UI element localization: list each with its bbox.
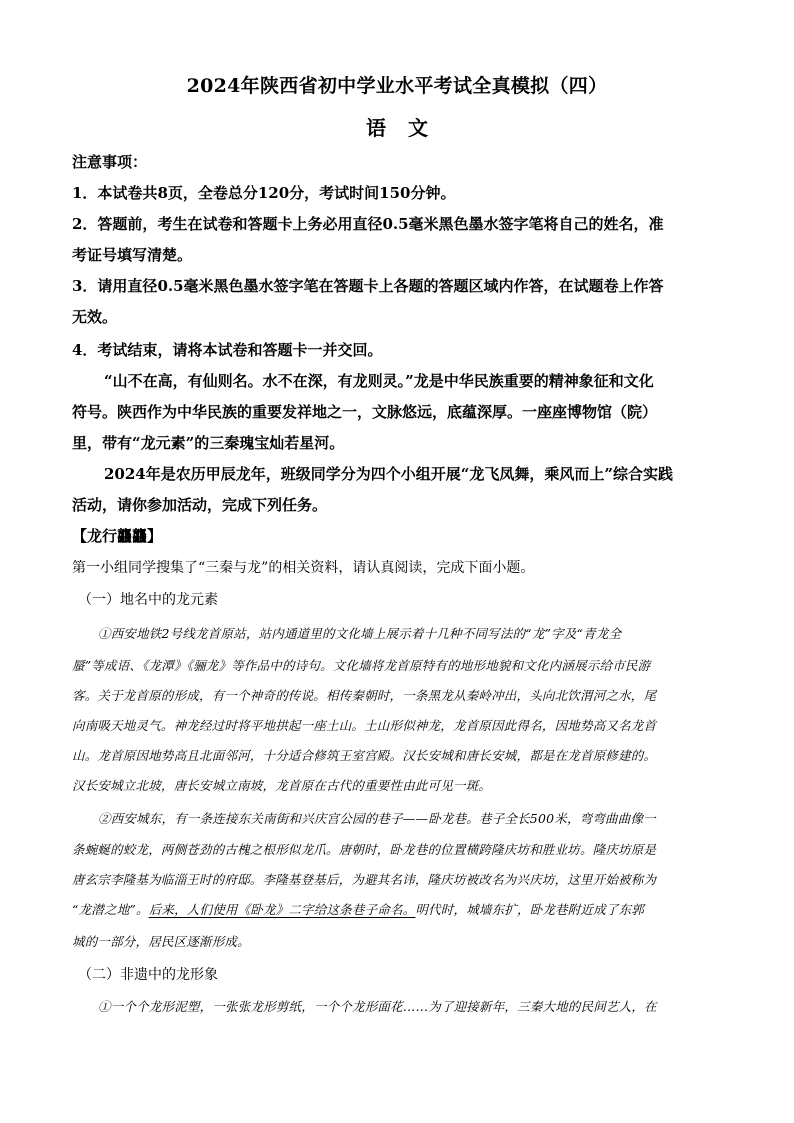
intro-line: 活动，请你参加活动，完成下列任务。 — [72, 496, 328, 514]
passage-line: 条蜿蜒的蛟龙，两侧苍劲的古槐之根形似龙爪。唐朝时，卧龙巷的位置横跨隆庆坊和胜业坊。隆庆坊原是 — [72, 842, 657, 857]
exam-title: 2024年陕西省初中学业水平考试全真模拟（四） — [186, 75, 608, 97]
part-heading: （二）非遗中的龙形象 — [78, 967, 218, 983]
subject-heading: 语文 — [366, 116, 450, 140]
passage-line: 汉长安城立北坡，唐长安城立南坡，龙首原在古代的重要性由此可见一斑。 — [72, 778, 492, 793]
passage-line — [72, 900, 722, 918]
notes-item: 1．本试卷共8页，全卷总分120分，考试时间150分钟。 — [72, 184, 456, 202]
notes-heading: 注意事项： — [72, 153, 148, 171]
intro-line: 里，带有“龙元素”的三秦瑰宝灿若星河。 — [72, 434, 345, 452]
notes-item: 无效。 — [72, 308, 118, 326]
passage-line: 向南吸天地灵气。神龙经过时将平地拱起一座土山。土山形似神龙，龙首原因此得名，因地势高又名龙首 — [72, 718, 657, 733]
passage-line: 唐玄宗李隆基为临淄王时的府邸。李隆基登基后，为避其名讳，隆庆坊被改名为兴庆坊，这里开始被称为 — [72, 872, 657, 887]
part-heading: （一）地名中的龙元素 — [78, 592, 218, 608]
intro-line: “山不在高，有仙则名。水不在深，有龙则灵。”龙是中华民族重要的精神象征和文化 — [104, 372, 654, 390]
passage-line: 山。龙首原因地势高且北面邻河，十分适合修筑王室宫殿。汉长安城和唐长安城，都是在龙首原修建的。 — [72, 748, 657, 763]
section-instruction: 第一小组同学搜集了“三秦与龙”的相关资料，请认真阅读，完成下面小题。 — [72, 560, 535, 576]
passage-line: ①西安地铁2号线龙首原站，站内通道里的文化墙上展示着十几种不同写法的“龙”字及“青龙全 — [98, 626, 622, 641]
notes-item: 考证号填写清楚。 — [72, 246, 193, 264]
passage-line: 客。关于龙首原的形成，有一个神奇的传说。相传秦朝时，一条黑龙从秦岭冲出，头向北饮渭河之水，尾 — [72, 688, 657, 703]
section-heading: 【龙行龘龘】 — [72, 527, 163, 545]
intro-line: 符号。陕西作为中华民族的重要发祥地之一，文脉悠远，底蕴深厚。一座座博物馆（院） — [72, 403, 658, 421]
passage-line: ②西安城东，有一条连接东关南街和兴庆宫公园的巷子——卧龙巷。巷子全长500米，弯弯曲曲像一 — [98, 811, 656, 826]
intro-line: 2024年是农历甲辰龙年，班级同学分为四个小组开展“龙飞凤舞，乘风而上”综合实践 — [104, 465, 674, 483]
passage-line: 城的一部分，居民区逐渐形成。 — [72, 934, 250, 949]
passage-line: ①一个个龙形泥塑，一张张龙形剪纸，一个个龙形面花……为了迎接新年，三秦大地的民间艺人，在 — [98, 999, 657, 1014]
notes-item: 4．考试结束，请将本试卷和答题卡一并交回。 — [72, 341, 383, 359]
passage-line: 蜃”等成语、《龙潭》《骊龙》等作品中的诗句。文化墙将龙首原特有的地形地貌和文化内涵展示给市民游 — [72, 658, 651, 673]
notes-item: 2．答题前，考生在试卷和答题卡上务必用直径0.5毫米黑色墨水签字笔将自己的姓名，准 — [72, 215, 664, 233]
passage-text: 明代时，城墙东扩，卧龙巷附近成了东郭 — [415, 902, 644, 917]
notes-item: 3．请用直径0.5毫米黑色墨水签字笔在答题卡上各题的答题区域内作答，在试题卷上作答 — [72, 277, 664, 295]
passage-text: “龙潜之地”。 — [72, 902, 149, 917]
underlined-sentence: 后来，人们使用《卧龙》二字给这条巷子命名。 — [148, 902, 416, 917]
